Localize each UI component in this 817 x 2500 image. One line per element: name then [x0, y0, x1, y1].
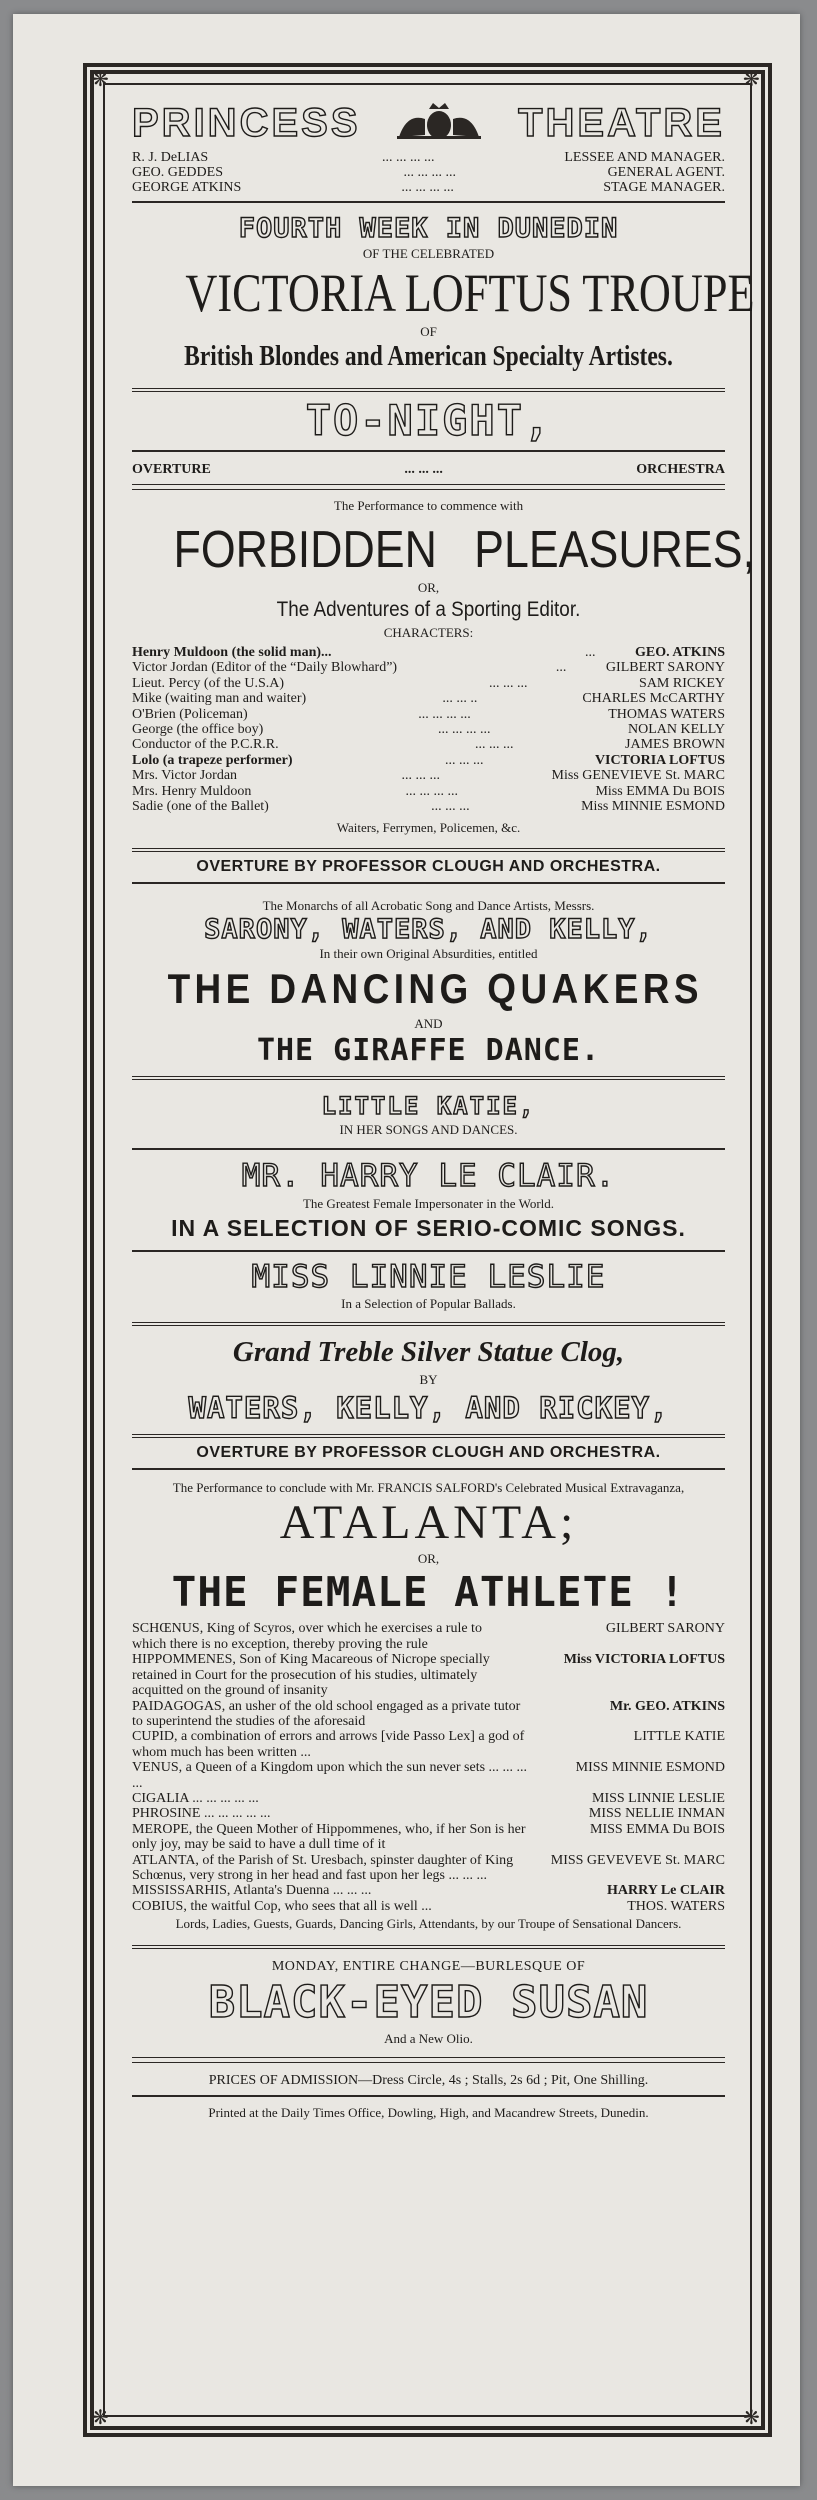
actor: Miss VICTORIA LOFTUS	[563, 1652, 725, 1668]
divider	[132, 2057, 725, 2063]
actor: SAM RICKEY	[639, 675, 725, 691]
character: HIPPOMMENES, Son of King Macareous of Nicrope specially retained in Court for the prosecution of his studies, ultimately acquitted on the ground of insanity	[132, 1652, 490, 1699]
leader-dots: ... ... ...	[489, 675, 528, 691]
staff-name: GEORGE ATKINS	[132, 180, 242, 195]
actor: JAMES BROWN	[625, 737, 725, 753]
divider	[132, 450, 725, 452]
extras-text: Waiters, Ferrymen, Policemen, &c.	[336, 820, 521, 836]
character: Mrs. Henry Muldoon	[132, 783, 252, 799]
cast-row	[132, 799, 725, 814]
monarchs-text: The Monarchs of all Acrobatic Song and Dance Artists, Messrs.	[262, 898, 595, 914]
actor: MISS MINNIE ESMOND	[575, 1760, 725, 1776]
character: VENUS, a Queen of a Kingdom upon which the sun never sets ... ... ... ...	[132, 1760, 528, 1791]
clog-performers: WATERS, KELLY, AND RICKEY,	[188, 1391, 669, 1426]
monday-change-text: MONDAY, ENTIRE CHANGE—BURLESQUE OF	[271, 1959, 586, 1975]
leader-dots: ... ... ...	[431, 799, 470, 815]
cast-row	[132, 722, 725, 737]
corner-ornament-icon: ❋	[92, 2407, 109, 2429]
divider	[132, 1322, 725, 1326]
theatre-header	[132, 100, 725, 146]
of-label: OF	[420, 324, 437, 339]
overture-professor: OVERTURE BY PROFESSOR CLOUGH AND ORCHESTRA.	[196, 1444, 661, 1462]
divider	[132, 1945, 725, 1949]
cast-row	[132, 1621, 725, 1652]
admission-prices: PRICES OF ADMISSION—Dress Circle, 4s ; Stalls, 2s 6d ; Pit, One Shilling.	[208, 2073, 649, 2089]
playbill-content	[132, 100, 756, 2121]
character: ATLANTA, of the Parish of St. Uresbach, spinster daughter of King Schœnus, very strong in her head and fast upon her legs ... ... ...	[132, 1852, 514, 1883]
forbidden-subtitle: The Adventures of a Sporting Editor.	[276, 598, 581, 621]
character: O'Brien (Policeman)	[132, 706, 248, 722]
serio-comic-songs: IN A SELECTION OF SERIO-COMIC SONGS.	[171, 1215, 686, 1242]
actor: CHARLES McCARTHY	[582, 691, 725, 707]
character: Henry Muldoon (the solid man)...	[132, 645, 332, 660]
leader-dots: ... ... ... ...	[418, 706, 471, 722]
actor: GILBERT SARONY	[605, 1621, 725, 1637]
cast-row	[132, 1652, 725, 1698]
character: Lolo (a trapeze performer)	[132, 752, 293, 768]
cast-row	[132, 737, 725, 752]
leader-dots: ... ... ... ...	[381, 150, 435, 165]
cast-row	[132, 753, 725, 768]
staff-list	[132, 150, 725, 195]
leader-dots: ...	[555, 660, 567, 676]
actor: Miss EMMA Du BOIS	[595, 783, 725, 799]
staff-name: R. J. DeLIAS	[132, 150, 209, 165]
staff-row	[132, 180, 725, 195]
character: Lieut. Percy (of the U.S.A)	[132, 675, 285, 691]
printer-imprint: Printed at the Daily Times Office, Dowling, High, and Macandrew Streets, Dunedin.	[208, 2105, 649, 2121]
cast-row	[132, 1729, 725, 1760]
divider	[132, 1148, 725, 1150]
actor: Miss MINNIE ESMOND	[581, 799, 725, 815]
actor: Miss GENEVIEVE St. MARC	[551, 768, 725, 784]
cast-row	[132, 676, 725, 691]
leader-dots: ... ... ..	[442, 691, 478, 707]
leader-dots: ... ... ... ...	[403, 165, 457, 180]
cast-row	[132, 1822, 725, 1853]
cast-row	[132, 1806, 725, 1821]
actor: LITTLE KATIE	[633, 1729, 725, 1745]
actor: MISS GEVEVEVE St. MARC	[550, 1852, 725, 1868]
character: PHROSINE ... ... ... ... ...	[132, 1806, 271, 1822]
character: CUPID, a combination of errors and arrows [vide Passo Lex] a god of whom much has been written ...	[132, 1729, 525, 1760]
tonight-heading: TO-NIGHT,	[305, 396, 552, 445]
leader-dots: ... ... ... ...	[405, 783, 458, 799]
actor: MISS LINNIE LESLIE	[592, 1790, 725, 1806]
black-eyed-susan-title: BLACK-EYED SUSAN	[208, 1977, 649, 2029]
statue-clog-title: Grand Treble Silver Statue Clog,	[232, 1336, 625, 1369]
characters-label: CHARACTERS:	[383, 625, 474, 640]
corner-ornament-icon: ❋	[743, 69, 760, 91]
staff-row	[132, 150, 725, 165]
staff-role: GENERAL AGENT.	[607, 165, 725, 180]
katie-description: IN HER SONGS AND DANCES.	[339, 1122, 518, 1138]
cast-row	[132, 1853, 725, 1884]
character: MEROPE, the Queen Mother of Hippommenes, who, if her Son is her only joy, may be said to have a dull time of it	[132, 1821, 526, 1853]
royal-crest-icon	[393, 101, 485, 146]
actor: NOLAN KELLY	[628, 722, 725, 738]
quakers-performers: SARONY, WATERS, AND KELLY,	[204, 914, 653, 946]
cast-row	[132, 645, 725, 660]
actor: Mr. GEO. ATKINS	[609, 1698, 725, 1714]
atalanta-cast-list	[132, 1621, 725, 1914]
artistes-subtitle: British Blondes and American Specialty Artistes.	[184, 341, 673, 372]
character: Conductor of the P.C.R.R.	[132, 737, 279, 753]
cast-row	[132, 768, 725, 783]
cast-row	[132, 1760, 725, 1791]
cast-row	[132, 660, 725, 675]
character: PAIDAGOGAS, an usher of the old school engaged as a private tutor to superintend the studies of the aforesaid	[132, 1698, 521, 1729]
actor: THOS. WATERS	[627, 1898, 725, 1914]
le-clair-description: The Greatest Female Impersonater in the World.	[302, 1196, 555, 1212]
character: Victor Jordan (Editor of the “Daily Blowhard”)	[132, 660, 398, 676]
cast-row	[132, 784, 725, 799]
olio-text: And a New Olio.	[384, 2031, 473, 2047]
divider	[132, 388, 725, 392]
character: Sadie (one of the Ballet)	[132, 799, 269, 815]
corner-ornament-icon: ❋	[92, 69, 109, 91]
leslie-description: In a Selection of Popular Ballads.	[341, 1296, 516, 1312]
cast-row	[132, 691, 725, 706]
absurdities-text: In their own Original Absurdities, entitled	[319, 946, 538, 962]
actor: GEO. ATKINS	[635, 645, 725, 660]
character: CIGALIA ... ... ... ... ...	[132, 1790, 259, 1806]
cast-row	[132, 1791, 725, 1806]
leader-dots: ... ... ...	[475, 737, 514, 753]
conclude-text: The Performance to conclude with Mr. FRANCIS SALFORD's Celebrated Musical Extravaganza,	[172, 1480, 685, 1496]
extras-text: Lords, Ladies, Guests, Guards, Dancing Girls, Attendants, by our Troupe of Sensational Dancers.	[175, 1916, 682, 1932]
staff-name: GEO. GEDDES	[132, 165, 223, 180]
atalanta-title: ATALANTA;	[279, 1496, 578, 1550]
troupe-title: VICTORIA LOFTUS TROUPE	[185, 263, 755, 323]
leader-dots: ... ... ...	[404, 462, 443, 477]
corner-ornament-icon: ❋	[743, 2407, 760, 2429]
theatre-name-right: THEATRE	[518, 100, 725, 145]
leader-dots: ... ... ...	[444, 752, 484, 768]
actor: THOMAS WATERS	[608, 706, 725, 722]
cast-row	[132, 1699, 725, 1730]
leader-dots: ... ... ... ...	[438, 722, 491, 738]
actor: VICTORIA LOFTUS	[594, 752, 725, 768]
theatre-name-left: PRINCESS	[132, 100, 361, 145]
and-label: AND	[414, 1016, 443, 1032]
overture-row	[132, 462, 725, 478]
leader-dots: ... ... ... ...	[401, 180, 454, 195]
staff-role: STAGE MANAGER.	[603, 180, 725, 195]
little-katie-heading: LITTLE KATIE,	[321, 1092, 536, 1121]
character: Mrs. Victor Jordan	[132, 768, 238, 784]
divider	[132, 1076, 725, 1080]
cast-row	[132, 1899, 725, 1914]
divider	[132, 484, 725, 490]
actor: HARRY Le CLAIR	[607, 1883, 725, 1899]
staff-role: LESSEE AND MANAGER.	[564, 150, 725, 165]
by-label: BY	[419, 1372, 438, 1388]
giraffe-dance-title: THE GIRAFFE DANCE.	[256, 1033, 601, 1069]
leader-dots: ... ... ...	[401, 768, 441, 784]
linnie-leslie-heading: MISS LINNIE LESLIE	[251, 1259, 606, 1296]
commence-text: The Performance to commence with	[333, 498, 524, 513]
character: Mike (waiting man and waiter)	[132, 691, 307, 707]
cast-list	[132, 645, 725, 814]
actor: GILBERT SARONY	[605, 660, 725, 676]
dancing-quakers-title: THE DANCING QUAKERS	[167, 965, 703, 1013]
divider	[132, 848, 725, 852]
cast-row	[132, 707, 725, 722]
of-celebrated: OF THE CELEBRATED	[362, 246, 495, 261]
le-clair-heading: MR. HARRY LE CLAIR.	[241, 1158, 616, 1195]
female-athlete-title: THE FEMALE ATHLETE !	[171, 1568, 686, 1617]
character: SCHŒNUS, King of Scyros, over which he exercises a rule to which there is no exception, thereby proving the rule	[132, 1621, 482, 1652]
or-label: OR,	[417, 1551, 440, 1567]
week-heading: FOURTH WEEK IN DUNEDIN	[238, 213, 619, 244]
forbidden-title: FORBIDDEN PLEASURES,	[173, 521, 756, 579]
character: MISSISSARHIS, Atlanta's Duenna ... ... ...	[132, 1883, 372, 1899]
divider	[132, 201, 725, 203]
divider	[132, 1468, 725, 1470]
staff-row	[132, 165, 725, 180]
actor: MISS EMMA Du BOIS	[590, 1821, 725, 1837]
divider	[132, 1250, 725, 1252]
actor: MISS NELLIE INMAN	[588, 1806, 725, 1822]
cast-row	[132, 1883, 725, 1898]
divider	[132, 1434, 725, 1438]
character: George (the office boy)	[132, 722, 264, 738]
divider	[132, 2095, 725, 2097]
orchestra-label: ORCHESTRA	[636, 462, 725, 477]
divider	[132, 882, 725, 884]
overture-professor: OVERTURE BY PROFESSOR CLOUGH AND ORCHESTRA.	[196, 858, 661, 876]
or-label: OR,	[417, 580, 440, 595]
character: COBIUS, the waitful Cop, who sees that all is well ...	[132, 1898, 432, 1914]
overture-label: OVERTURE	[132, 462, 211, 477]
leader-dots: ...	[585, 645, 596, 660]
